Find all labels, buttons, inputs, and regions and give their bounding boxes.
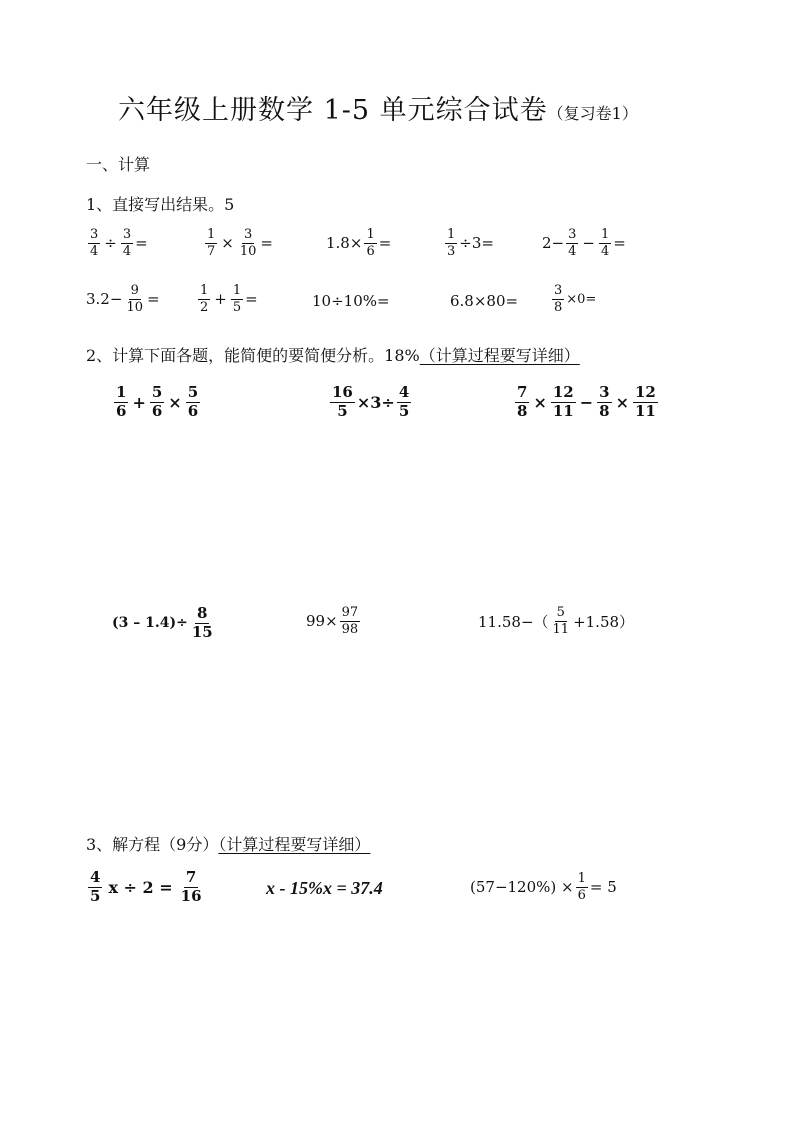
q1-label: 1、直接写出结果。5 — [86, 195, 235, 214]
section-heading: 一、计算 — [86, 155, 151, 174]
q3-note: （计算过程要写详细） — [218, 835, 371, 854]
q3-label: 3、解方程（9分）（计算过程要写详细） — [86, 835, 371, 854]
q2-expr-1: $\frac{1}{6}$ + $\frac{5}{6}$ × $\frac{5}{6}$ — [116, 383, 199, 420]
q1-item-9: 6.8×80= — [450, 292, 519, 310]
title-sub: （复习卷1） — [547, 104, 638, 123]
fraction: $\frac{3}{10}$ — [239, 227, 257, 259]
q3-equation-2: x - 15%x = 37.4 — [266, 878, 383, 898]
q1-item-7: $\frac{1}{2}$ + $\frac{1}{5}$ = — [200, 283, 258, 315]
fraction: $\frac{1}{6}$ — [366, 227, 375, 259]
fraction: $\frac{7}{16}$ — [180, 868, 202, 905]
fraction: $\frac{16}{5}$ — [332, 383, 353, 420]
q2-expr-6: 11.58−（ $\frac{5}{11}$ +1.58） — [478, 605, 635, 637]
fraction: $\frac{12}{11}$ — [634, 383, 656, 420]
fraction: $\frac{5}{6}$ — [151, 383, 163, 420]
fraction: $\frac{3}{4}$ — [90, 227, 99, 259]
q1-item-2: $\frac{1}{7}$ × $\frac{3}{10}$ = — [207, 227, 273, 259]
q1-item-6: 3.2− $\frac{9}{10}$ = — [86, 283, 160, 315]
title-main: 六年级上册数学 1-5 单元综合试卷 — [118, 95, 548, 126]
fraction: $\frac{9}{10}$ — [126, 283, 143, 315]
q1-item-5: 2− $\frac{3}{4}$ − $\frac{1}{4}$ = — [542, 227, 626, 259]
q2-expr-5: 99× $\frac{97}{98}$ — [306, 605, 359, 637]
fraction: $\frac{4}{5}$ — [398, 383, 410, 420]
q1-item-4: $\frac{1}{3}$ ÷3= — [447, 227, 494, 259]
fraction: $\frac{1}{6}$ — [577, 871, 586, 903]
fraction: $\frac{3}{4}$ — [122, 227, 132, 259]
fraction: $\frac{1}{6}$ — [116, 383, 127, 420]
fraction: $\frac{3}{8}$ — [554, 283, 563, 315]
q1-item-1: $\frac{3}{4}$ ÷ $\frac{3}{4}$ = — [90, 227, 148, 259]
fraction: $\frac{5}{6}$ — [187, 383, 199, 420]
q1-item-8: 10÷10%= — [312, 292, 390, 310]
q1-item-3: 1.8× $\frac{1}{6}$ = — [326, 227, 392, 259]
q3-equation-3: (57−120%) × $\frac{1}{6}$ = 5 — [470, 871, 617, 903]
fraction: $\frac{1}{7}$ — [207, 227, 216, 259]
fraction: $\frac{12}{11}$ — [552, 383, 574, 420]
q2-expr-3: $\frac{7}{8}$ × $\frac{12}{11}$ − $\frac{3}{8}$ × $\frac{12}{11}$ — [517, 383, 656, 420]
fraction: $\frac{3}{8}$ — [599, 383, 610, 420]
q2-expr-4: (3 – 1.4)÷ $\frac{8}{15}$ — [112, 604, 213, 641]
q1-item-10: $\frac{3}{8}$ ×0= — [554, 283, 597, 315]
fraction: $\frac{1}{4}$ — [600, 227, 610, 259]
page-title — [118, 88, 638, 127]
fraction: $\frac{1}{2}$ — [200, 283, 209, 315]
fraction: $\frac{4}{5}$ — [90, 868, 101, 905]
fraction: $\frac{1}{5}$ — [232, 283, 242, 315]
q2-label: 2、计算下面各题，能简便的要简便分析。18%（计算过程要写详细） — [86, 346, 580, 365]
q2-note: （计算过程要写详细） — [419, 346, 580, 365]
fraction: $\frac{5}{11}$ — [552, 605, 570, 637]
fraction: $\frac{3}{4}$ — [568, 227, 577, 259]
q3-equation-1: $\frac{4}{5}$ x ÷ 2 = $\frac{7}{16}$ — [90, 868, 202, 905]
fraction: $\frac{1}{3}$ — [447, 227, 456, 259]
fraction: $\frac{7}{8}$ — [517, 383, 528, 420]
fraction: $\frac{97}{98}$ — [341, 605, 359, 637]
fraction: $\frac{8}{15}$ — [191, 604, 213, 641]
q2-expr-2: $\frac{16}{5}$ ×3÷ $\frac{4}{5}$ — [332, 383, 410, 420]
